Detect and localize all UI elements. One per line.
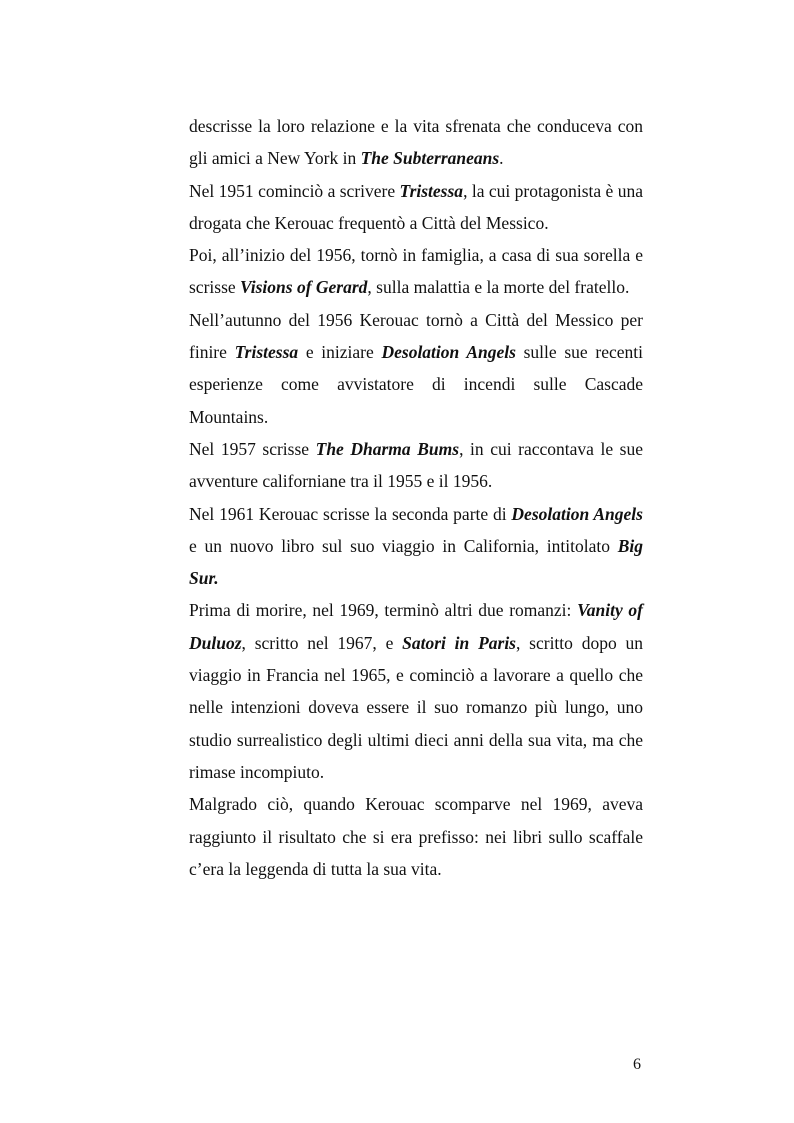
paragraph-text: Prima di morire, nel 1969, terminò altri due romanzi: (189, 600, 578, 621)
paragraph (189, 110, 643, 175)
page-number: 6 (633, 1056, 641, 1073)
body-text (189, 110, 643, 885)
paragraph-text: , sulla malattia e la morte del fratello. (367, 277, 630, 298)
book-title: Satori in Paris (402, 632, 516, 653)
book-title: Tristessa (399, 180, 464, 201)
paragraph-text: , la cui protagonista è una drogata che Kerouac frequentò a Città del Messico. (189, 180, 643, 233)
paragraph (189, 788, 643, 885)
paragraph-text: , scritto nel 1967, e (241, 632, 403, 653)
book-title: Vanity of Duluoz (189, 600, 643, 653)
paragraph-text: Poi, all’inizio del 1956, tornò in famiglia, a casa di sua sorella e scrisse (189, 245, 643, 298)
book-title: Desolation Angels (511, 503, 643, 524)
paragraph (189, 175, 643, 240)
paragraph-text: Nel 1957 scrisse (189, 438, 316, 459)
paragraph (189, 304, 643, 433)
paragraph-text: . (499, 148, 504, 169)
paragraph (189, 433, 643, 498)
paragraph-text: Nel 1951 cominciò a scrivere (189, 180, 400, 201)
paragraph (189, 594, 643, 788)
book-title: Visions of Gerard (240, 277, 368, 298)
paragraph-text: , in cui raccontava le sue avventure californiane tra il 1955 e il 1956. (189, 438, 643, 492)
paragraph-text: sulle sue recenti esperienze come avvistatore di incendi sulle Cascade Mountains. (189, 342, 644, 427)
paragraph-text: e iniziare (298, 342, 382, 363)
paragraph-text: descrisse la loro relazione e la vita sfrenata che conduceva con gli amici a New York in (189, 116, 643, 169)
book-title: The Subterraneans (360, 148, 500, 169)
paragraph-text: e un nuovo libro sul suo viaggio in California, intitolato (189, 535, 618, 556)
paragraph-text: Nel 1961 Kerouac scrisse la seconda parte di (189, 503, 512, 524)
book-title: The Dharma Bums (315, 438, 460, 459)
book-title: Tristessa (234, 342, 299, 363)
paragraph-text: , scritto dopo un viaggio in Francia nel 1965, e cominciò a lavorare a quello che nelle intenzioni doveva essere il suo romanzo più lungo, uno studio surrealistico degli ultimi dieci anni della sua vita, ma che rimase incompiuto. (189, 632, 643, 782)
book-title: Big Sur. (189, 535, 643, 589)
paragraph (189, 239, 643, 304)
paragraph-text: Malgrado ciò, quando Kerouac scomparve nel 1969, aveva raggiunto il risultato che si era prefisso: nei libri sullo scaffale c’era la leggenda di tutta la sua vita. (189, 794, 643, 879)
book-title: Desolation Angels (381, 342, 516, 363)
paragraph-text: Nell’autunno del 1956 Kerouac tornò a Città del Messico per finire (189, 309, 643, 363)
paragraph (189, 498, 643, 595)
